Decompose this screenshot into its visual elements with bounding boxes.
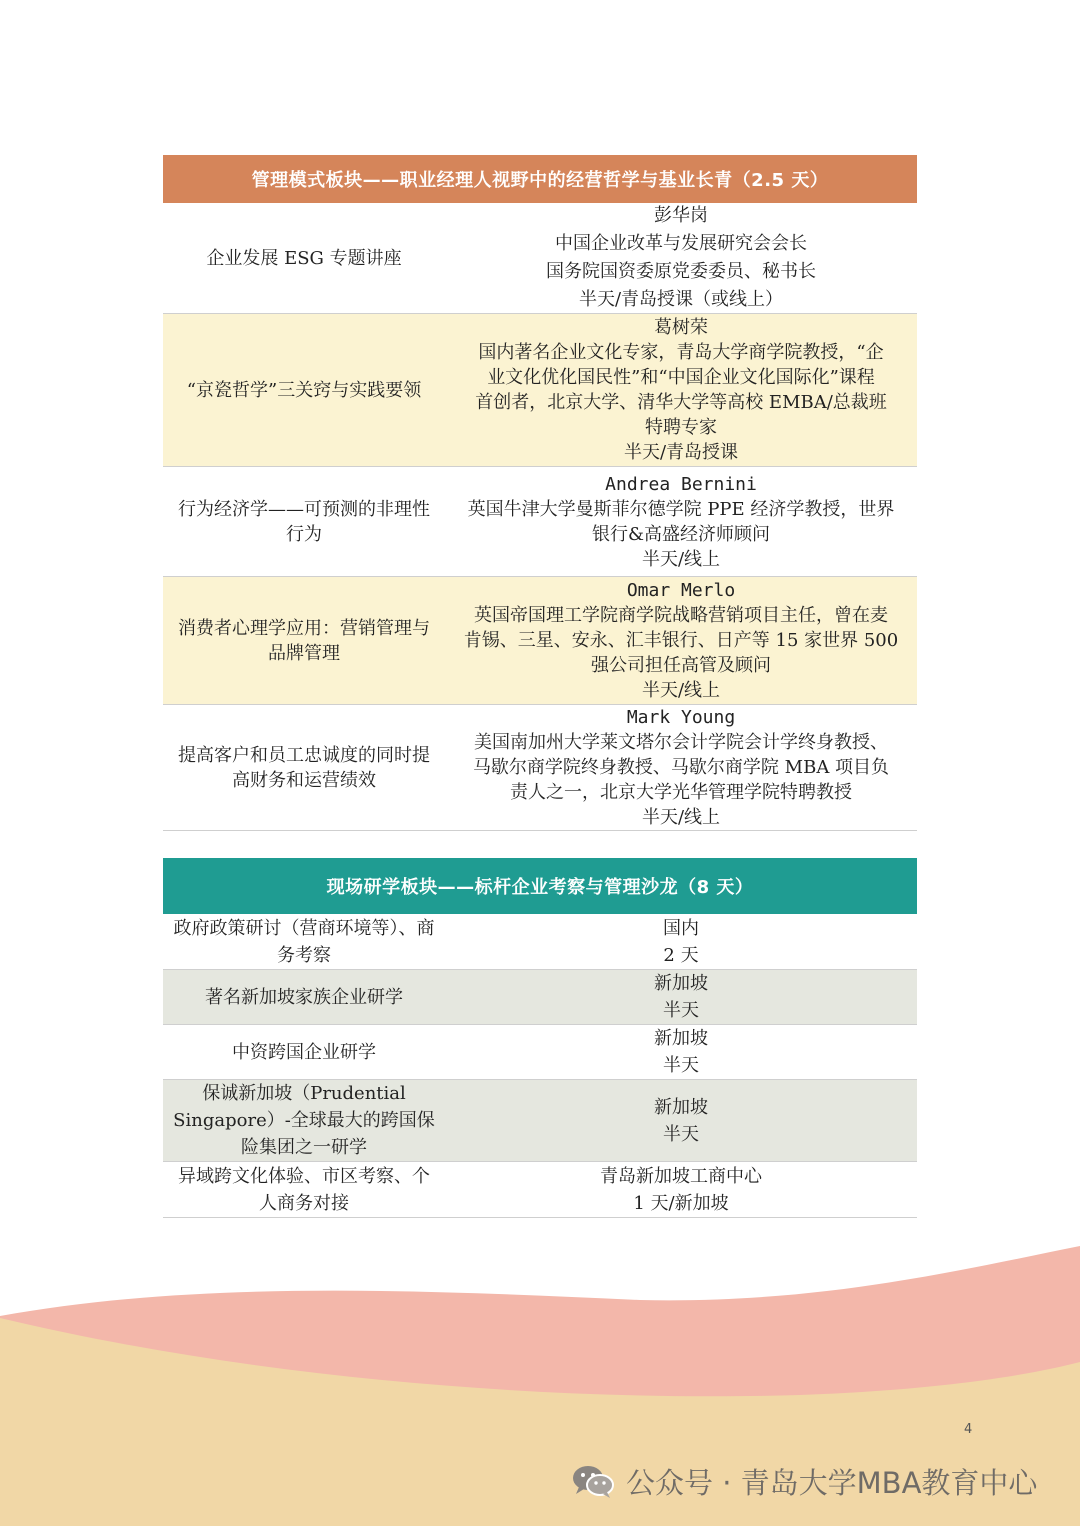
module1-table	[163, 155, 917, 831]
topic-cell: 政府政策研讨（营商环境等）、商务考察	[173, 917, 435, 966]
detail-cell: 新加坡 半天	[654, 1096, 708, 1145]
detail-cell: Omar Merlo 英国帝国理工学院商学院战略营销项目主任，曾在麦 肯锡、三星、安永、汇丰银行、日产等 15 家世界 500 强公司担任高管及顾问 半天/线上	[463, 580, 899, 701]
detail-cell: Mark Young 美国南加州大学莱文塔尔会计学院会计学终身教授、 马歇尔商学院终身教授、马歇尔商学院 MBA 项目负 责人之一，北京大学光华管理学院特聘教授 半天/线上	[472, 707, 890, 828]
table-row	[163, 1162, 917, 1218]
table-row	[163, 705, 917, 831]
module2-table	[163, 858, 917, 1218]
table-row	[163, 314, 917, 467]
topic-cell: 企业发展 ESG 专题讲座	[206, 247, 402, 269]
table-row	[163, 577, 917, 705]
table-row	[163, 970, 917, 1025]
topic-cell: 著名新加坡家族企业研学	[205, 986, 403, 1008]
topic-cell: 异域跨文化体验、市区考察、个人商务对接	[178, 1165, 430, 1214]
topic-cell: 提高客户和员工忠诚度的同时提高财务和运营绩效	[178, 744, 430, 791]
topic-cell: 行为经济学——可预测的非理性行为	[178, 498, 430, 545]
module1-header: 管理模式板块——职业经理人视野中的经营哲学与基业长青（2.5 天）	[163, 155, 917, 203]
topic-cell: 消费者心理学应用：营销管理与品牌管理	[178, 617, 430, 664]
topic-cell: “京瓷哲学”三关窍与实践要领	[186, 379, 422, 401]
detail-cell: Andrea Bernini 英国牛津大学曼斯菲尔德学院 PPE 经济学教授，世界 银行&高盛经济师顾问 半天/线上	[467, 473, 895, 570]
detail-cell: 青岛新加坡工商中心 1 天/新加坡	[600, 1165, 762, 1214]
detail-cell: 国内 2 天	[663, 917, 699, 966]
page-number: 4	[964, 1422, 973, 1437]
module2-header: 现场研学板块——标杆企业考察与管理沙龙（8 天）	[163, 858, 917, 914]
detail-cell: 彭华岗 中国企业改革与发展研究会会长 国务院国资委原党委委员、秘书长 半天/青岛授课（或线上）	[546, 205, 816, 310]
topic-cell: 保诚新加坡（Prudential Singapore）-全球最大的跨国保险集团之一研学	[173, 1083, 435, 1158]
table-row	[163, 203, 917, 314]
table-row	[163, 467, 917, 577]
detail-cell: 新加坡 半天	[654, 1028, 708, 1076]
table-row	[163, 914, 917, 970]
detail-cell: 新加坡 半天	[654, 973, 708, 1021]
table-row	[163, 1025, 917, 1080]
footer-text: 公众号 · 青岛大学MBA教育中心	[626, 1465, 1038, 1500]
footer-watermark	[570, 1456, 1037, 1506]
table-row	[163, 1080, 917, 1162]
detail-cell: 葛树荣 国内著名企业文化专家，青岛大学商学院教授，“企 业文化优化国民性”和“中国企业文化国际化”课程 首创者，北京大学、清华大学等高校 EMBA/总裁班 特聘专家 半天/青岛授课	[475, 317, 887, 463]
topic-cell: 中资跨国企业研学	[232, 1041, 376, 1063]
wechat-icon	[570, 1461, 616, 1501]
